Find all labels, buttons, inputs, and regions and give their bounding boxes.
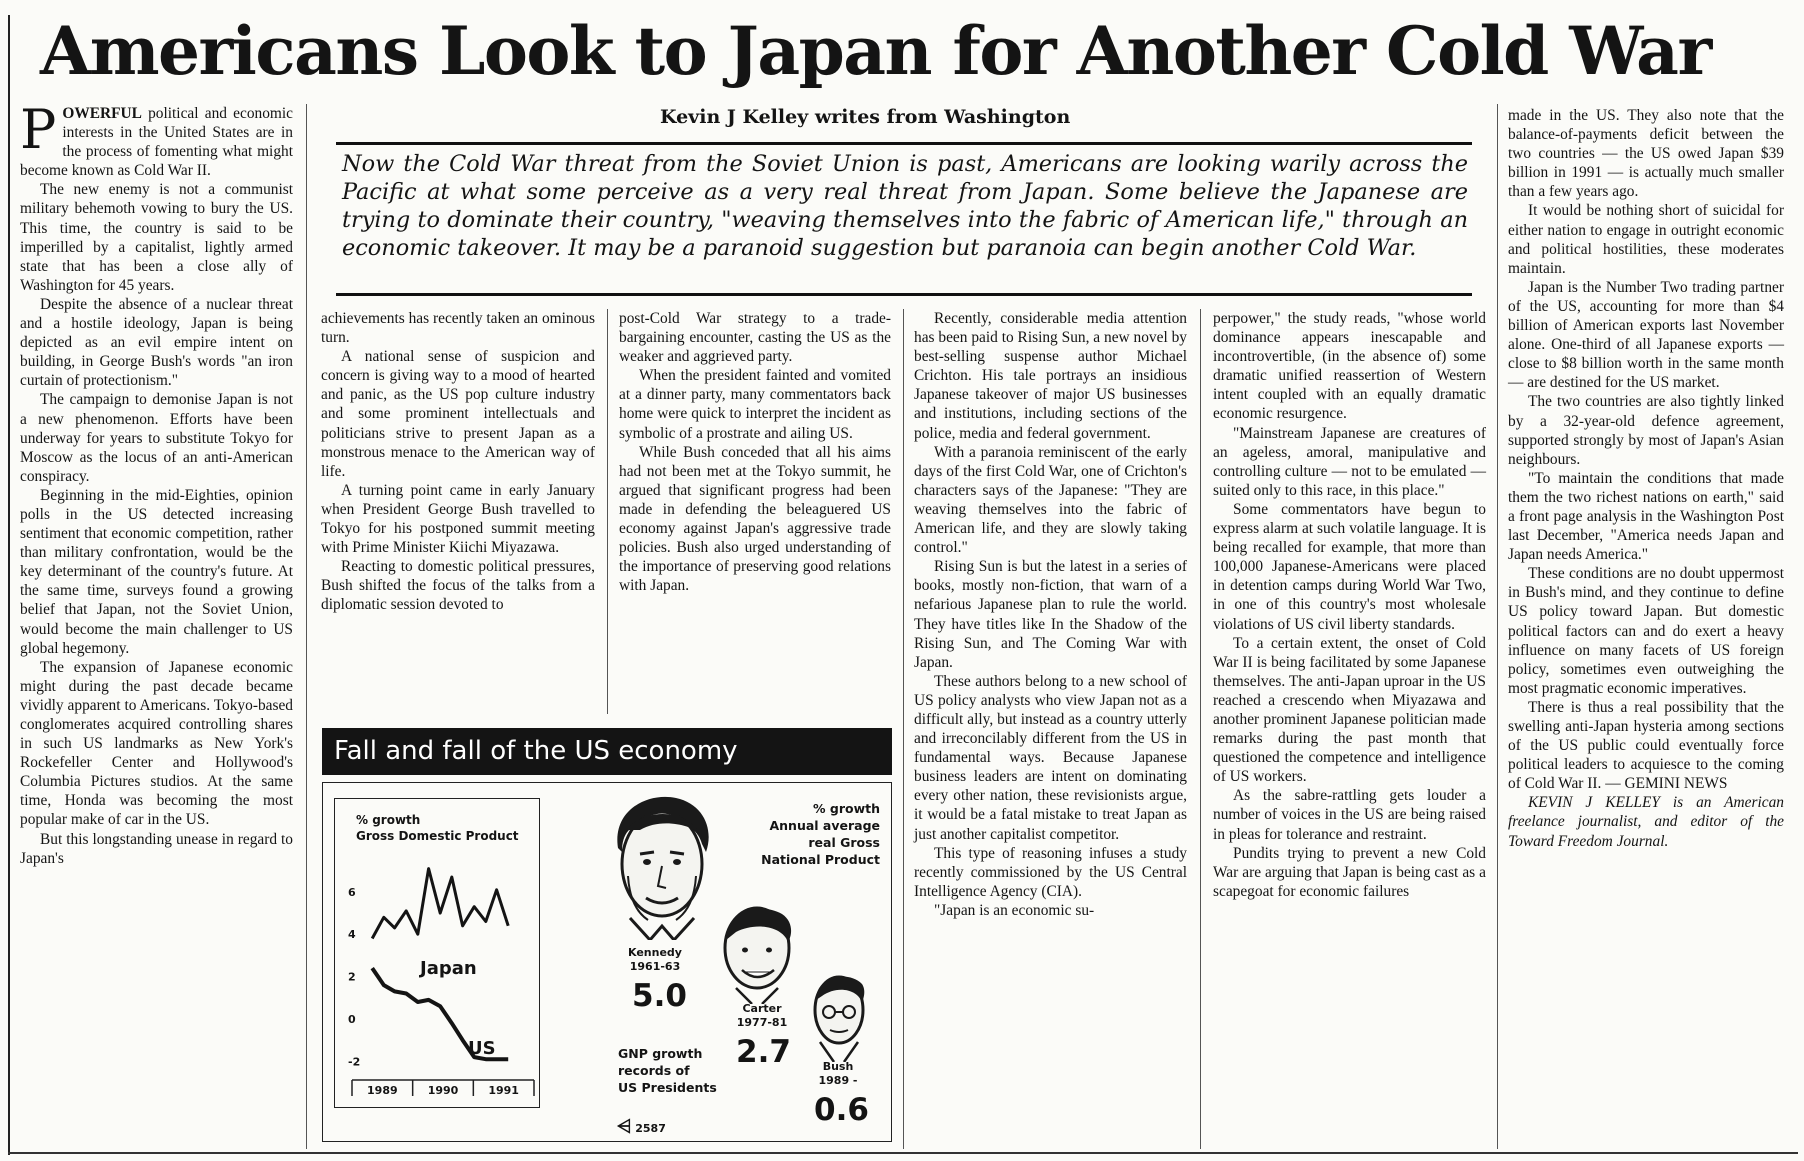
lead-caps: OWERFUL <box>62 105 142 122</box>
column-rule <box>903 309 904 1149</box>
graphic-credit <box>617 1116 666 1137</box>
y-tick-label: 2 <box>348 970 356 984</box>
gnp-caption-line: GNP growth <box>618 1046 703 1061</box>
x-tick-label: 1991 <box>488 1084 519 1097</box>
gemini-logo-icon: ⩤ <box>617 1116 632 1137</box>
paragraph: Beginning in the mid-Eighties, opinion polls in the US detected increasing sentiment that economic competition, rather than military confrontation, would be the key determinant of the country's future. At the same time, surveys found a growing belief that Japan, not the Soviet Union, would become the main challenger to US global hegemony. <box>20 486 293 657</box>
paragraph: post-Cold War strategy to a trade-bargaining encounter, casting the US as the weaker and aggrieved party. <box>619 310 891 366</box>
paragraph: Reacting to domestic political pressures, Bush shifted the focus of the talks from a diplomatic session devoted to <box>321 558 595 614</box>
paragraph: achievements has recently taken an ominous turn. <box>321 310 595 347</box>
article-column-1 <box>20 98 293 868</box>
y-tick-label: -2 <box>348 1055 361 1069</box>
standfirst-top-rule <box>336 142 1472 145</box>
paragraph: But this longstanding unease in regard to Japan's <box>20 830 293 867</box>
gdp-title: Gross Domestic Product <box>356 829 519 843</box>
paragraph: Despite the absence of a nuclear threat and a hostile ideology, Japan is being depicted as an evil empire intent on building, in George Bush's words "an iron curtain of protectionism." <box>20 295 293 390</box>
paragraph: As the sabre-rattling gets louder a number of voices in the US are being raised in pleas for tolerance and restraint. <box>1213 787 1486 843</box>
gnp-header-line: real Gross <box>808 835 880 850</box>
president-value: 5.0 <box>632 978 687 1014</box>
article-column-6 <box>1508 106 1784 851</box>
paragraph: The new enemy is not a communist military behemoth vowing to bury the US. This time, the country is said to be imperilled by a capitalist, lightly armed state that has been a close ally of Washington for 45 years. <box>20 181 293 294</box>
x-tick-label: 1989 <box>367 1084 398 1097</box>
gdp-ylabel: % growth <box>356 813 421 827</box>
article-column-3 <box>619 309 891 595</box>
paragraph: There is thus a real possibility that the swelling anti-Japan hysteria among sections of the US public could eventually force political leaders to acquiesce to the coming of Cold War II. — GEMINI NEWS <box>1508 698 1784 793</box>
gnp-caption <box>618 1045 738 1096</box>
president-value: 0.6 <box>814 1092 869 1128</box>
paragraph: These conditions are no doubt uppermost in Bush's mind, and they continue to define US policy toward Japan. But domestic political factors can and do exert a heavy influence on many facets of US foreign policy, sometimes even outweighing the most pragmatic economic imperatives. <box>1508 565 1784 697</box>
paragraph: This type of reasoning infuses a study recently commissioned by the US Central Intelligence Agency (CIA). <box>914 844 1187 900</box>
standfirst: Now the Cold War threat from the Soviet Union is past, Americans are looking warily across the Pacific at what some perceive as a very real threat from Japan. Some believe the Japanese are trying to dominate their country, "weaving themselves into the fabric of American life," through an economic takeover. It may be a paranoid suggestion but paranoia can begin another Cold War. <box>342 151 1468 261</box>
paragraph: A national sense of suspicion and concern is giving way to a mood of hearted and panic, as the US pop culture industry and some prominent intellectuals and politicians strive to present Japan as a monstrous menace to the American way of life. <box>321 348 595 480</box>
president-name: Bush <box>822 1060 854 1073</box>
paragraph: Rising Sun is but the latest in a series of books, mostly non-fiction, that warn of a nefarious Japanese plan to rule the world. They have titles like In the Shadow of the Rising Sun, and The Coming War with Japan. <box>914 558 1187 671</box>
column-rule <box>1200 309 1201 1149</box>
series-label-japan: Japan <box>420 958 477 979</box>
paragraph: Japan is the Number Two trading partner of the US, accounting for more than $4 billion of American exports last November alone. One-third of all Japanese exports — close to $8 billion worth in the same month — are destined for the US market. <box>1508 278 1784 392</box>
lead-text: political and economic interests in the United States are in the process of fomenting what might become known as Cold War II. <box>20 105 293 180</box>
series-label-us: US <box>468 1038 496 1059</box>
paragraph: "Mainstream Japanese are creatures of an ageless, amoral, manipulative and controlling culture — not to be emulated — suited only to this race, in this place." <box>1213 424 1486 499</box>
paragraph: Pundits trying to prevent a new Cold War are arguing that Japan is being cast as a scapegoat for economic failures <box>1213 844 1486 900</box>
paragraph: perpower," the study reads, "whose world dominance appears inescapable and incontrovertible, (in the absence of) some dramatic unified reassertion of Western intent coupled with an equally dramatic economic resurgence. <box>1213 310 1486 423</box>
gnp-caption-line: records of <box>618 1063 690 1078</box>
president-years: 1989 - <box>818 1074 858 1087</box>
byline: Kevin J Kelley writes from Washington <box>660 106 1071 128</box>
president-name: Carter <box>742 1002 782 1015</box>
paragraph: Some commentators have begun to express alarm at such volatile language. It is being recalled for example, that more than 100,000 Japanese-Americans were placed in detention camps during World War Two, in one of this country's most wholesale violations of US civil liberty standards. <box>1213 500 1486 633</box>
gdp-line-chart <box>334 798 540 1108</box>
paragraph: "To maintain the conditions that made them the two richest nations on earth," said a front page analysis in the Washington Post last December, "America needs Japan and Japan needs America." <box>1508 469 1784 564</box>
gnp-header-line: % growth <box>813 801 880 816</box>
left-page-rule <box>8 15 10 1155</box>
graphic-credit-number: 2587 <box>635 1122 666 1135</box>
paragraph: These authors belong to a new school of US policy analysts who view Japan not as a difficult ally, but instead as a country utterly and irreconcilably different from the US in fundamental ways. Because Japanese business leaders are intent on dominating every other nation, these revisionists argue, it would be a fatal mistake to treat Japan as just another capitalist competitor. <box>914 672 1187 843</box>
paragraph: made in the US. They also note that the balance-of-payments deficit between the two countries — the US owed Japan $39 billion in 1991 — is actually much smaller than a few years ago. <box>1508 107 1784 201</box>
president-years: 1961-63 <box>629 960 681 973</box>
paragraph: To a certain extent, the onset of Cold War II is being facilitated by some Japanese themselves. The anti-Japan uproar in the US reached a crescendo when Miyazawa and another prominent Japanese politician made remarks during the past month that questioned the competence and intelligence of US workers. <box>1213 634 1486 786</box>
article-column-2 <box>321 309 595 615</box>
x-tick-label: 1990 <box>427 1084 459 1097</box>
paragraph: "Japan is an economic su- <box>934 901 1095 919</box>
paragraph: The two countries are also tightly linked by a 32-year-old defence agreement, supported strongly by most of Japan's Asian neighbours. <box>1508 393 1784 468</box>
y-tick-label: 6 <box>348 885 356 899</box>
gnp-header <box>740 800 880 868</box>
gnp-header-line: National Product <box>761 852 880 867</box>
gnp-caption-line: US Presidents <box>618 1080 717 1095</box>
paragraph: It would be nothing short of suicidal for either nation to engage in outright economic and political hostilities, these moderates maintain. <box>1508 202 1784 277</box>
paragraph: When the president fainted and vomited at a dinner party, many commentators back home were quick to interpret the incident as symbolic of a prostrate and ailing US. <box>619 367 891 442</box>
paragraph: With a paranoia reminiscent of the early days of the first Cold War, one of Crichton's characters says of the Japanese: "They are weaving themselves into the fabric of American life, and they are slowly taking control." <box>914 443 1187 557</box>
paragraph: Recently, considerable media attention has been paid to Rising Sun, a new novel by best-selling suspense author Michael Crichton. His tale portrays an insidious Japanese takeover of major US businesses and institutions, including sections of the police, media and federal government. <box>914 310 1187 442</box>
president-name: Kennedy <box>628 946 682 959</box>
paragraph: The expansion of Japanese economic might during the past decade became vividly apparent to Americans. Tokyo-based conglomerates acquired controlling shares in such US landmarks as New York's Rockefeller Center and Hollywood's Columbia Pictures studios. At the same time, Honda was becoming the most popular make of car in the US. <box>20 658 293 829</box>
drop-cap: P <box>20 98 57 161</box>
y-tick-label: 0 <box>348 1012 356 1026</box>
headline: Americans Look to Japan for Another Cold War <box>40 12 1711 90</box>
lead-paragraph <box>20 98 293 180</box>
president-years: 1977-81 <box>736 1016 788 1029</box>
paragraph: The campaign to demonise Japan is not a new phenomenon. Efforts have been underway for years to substitute Tokyo for Moscow as the locus of an anti-American conspiracy. <box>20 391 293 485</box>
column-rule <box>607 309 608 714</box>
bush-portrait-icon <box>808 970 870 1062</box>
bottom-page-rule <box>8 1152 1798 1154</box>
kennedy-portrait-icon <box>600 790 720 940</box>
carter-portrait-icon <box>716 896 798 1004</box>
gnp-header-line: Annual average <box>769 818 880 833</box>
column-rule <box>306 104 307 1149</box>
article-column-5 <box>1213 309 1486 901</box>
paragraph: A turning point came in early January when President George Bush travelled to Tokyo for his postponed summit meeting with Prime Minister Kiichi Miyazawa. <box>321 481 595 557</box>
author-bio: KEVIN J KELLEY is an American freelance journalist, and editor of the Toward Freedom Journal. <box>1508 794 1784 850</box>
series-line-japan <box>372 869 508 939</box>
graphic-title: Fall and fall of the US economy <box>322 728 892 775</box>
column-rule <box>1497 104 1498 1149</box>
article-column-4 <box>914 309 1187 920</box>
paragraph: While Bush conceded that all his aims had not been met at the Tokyo summit, he argued that significant progress had been made in defending the beleaguered US economy against Japan's aggressive trade policies. Bush also urged understanding of the importance of preserving good relations with Japan. <box>619 443 891 595</box>
standfirst-bottom-rule <box>336 293 1472 296</box>
president-value: 2.7 <box>736 1034 791 1070</box>
y-tick-label: 4 <box>348 928 356 942</box>
